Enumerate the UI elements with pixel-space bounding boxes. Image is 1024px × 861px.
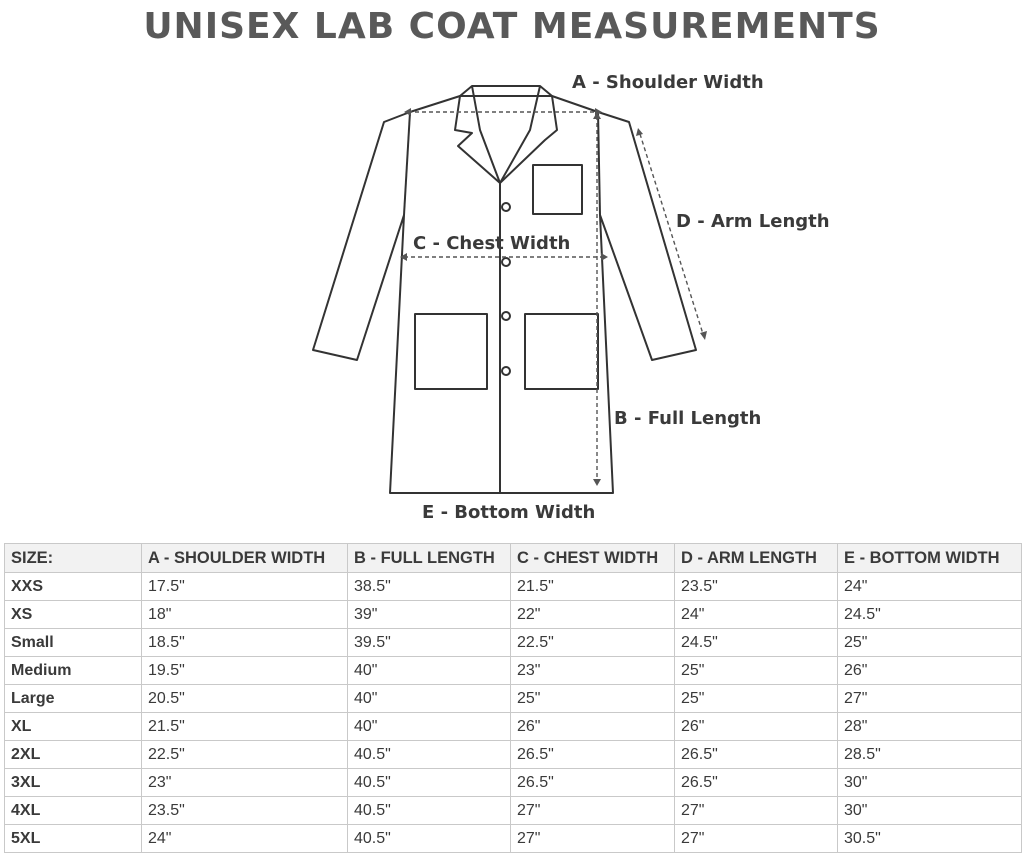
cell-full-length: 40.5" [348, 797, 511, 825]
breast-pocket [533, 165, 582, 214]
cell-arm-length: 27" [675, 825, 838, 853]
cell-full-length: 39" [348, 601, 511, 629]
cell-chest-width: 22.5" [511, 629, 675, 657]
cell-bottom-width: 26" [838, 657, 1022, 685]
cell-bottom-width: 28.5" [838, 741, 1022, 769]
page-title: UNISEX LAB COAT MEASUREMENTS [143, 6, 881, 47]
cell-full-length: 40" [348, 685, 511, 713]
cell-arm-length: 26.5" [675, 741, 838, 769]
cell-chest-width: 23" [511, 657, 675, 685]
cell-size: XL [5, 713, 142, 741]
table-row [5, 713, 1022, 741]
cell-size: Small [5, 629, 142, 657]
table-header-row [5, 544, 1022, 573]
cell-bottom-width: 30.5" [838, 825, 1022, 853]
right-pocket [525, 314, 598, 389]
cell-shoulder-width: 23" [142, 769, 348, 797]
button [502, 258, 510, 266]
cell-chest-width: 25" [511, 685, 675, 713]
column-header-arm-length: D - ARM LENGTH [675, 544, 838, 573]
cell-chest-width: 27" [511, 797, 675, 825]
arm-length-line [640, 134, 703, 334]
cell-arm-length: 27" [675, 797, 838, 825]
table-body [5, 573, 1022, 853]
arm-length-label: D - Arm Length [676, 211, 830, 232]
cell-chest-width: 22" [511, 601, 675, 629]
cell-full-length: 40.5" [348, 769, 511, 797]
measurements-table [4, 543, 1022, 853]
cell-full-length: 40" [348, 713, 511, 741]
cell-size: 5XL [5, 825, 142, 853]
cell-shoulder-width: 21.5" [142, 713, 348, 741]
column-header-bottom-width: E - BOTTOM WIDTH [838, 544, 1022, 573]
cell-shoulder-width: 17.5" [142, 573, 348, 601]
cell-arm-length: 24.5" [675, 629, 838, 657]
table-row [5, 685, 1022, 713]
shoulder-width-label: A - Shoulder Width [572, 72, 764, 93]
cell-chest-width: 26.5" [511, 769, 675, 797]
column-header-full-length: B - FULL LENGTH [348, 544, 511, 573]
cell-full-length: 40.5" [348, 825, 511, 853]
cell-full-length: 39.5" [348, 629, 511, 657]
cell-arm-length: 26.5" [675, 769, 838, 797]
cell-shoulder-width: 24" [142, 825, 348, 853]
cell-shoulder-width: 20.5" [142, 685, 348, 713]
cell-size: 4XL [5, 797, 142, 825]
cell-arm-length: 25" [675, 657, 838, 685]
cell-shoulder-width: 18" [142, 601, 348, 629]
cell-bottom-width: 24" [838, 573, 1022, 601]
cell-size: 3XL [5, 769, 142, 797]
column-header-chest-width: C - CHEST WIDTH [511, 544, 675, 573]
cell-size: 2XL [5, 741, 142, 769]
cell-chest-width: 21.5" [511, 573, 675, 601]
cell-bottom-width: 27" [838, 685, 1022, 713]
cell-shoulder-width: 22.5" [142, 741, 348, 769]
cell-bottom-width: 28" [838, 713, 1022, 741]
button [502, 312, 510, 320]
coat-collar [455, 86, 557, 183]
lab-coat-diagram [0, 60, 1024, 530]
coat-outline [313, 96, 696, 493]
cell-shoulder-width: 18.5" [142, 629, 348, 657]
cell-size: XXS [5, 573, 142, 601]
left-pocket [415, 314, 487, 389]
table-row [5, 657, 1022, 685]
table-row [5, 741, 1022, 769]
button [502, 203, 510, 211]
cell-bottom-width: 30" [838, 797, 1022, 825]
table-row [5, 573, 1022, 601]
cell-size: Medium [5, 657, 142, 685]
table-row [5, 769, 1022, 797]
cell-full-length: 38.5" [348, 573, 511, 601]
cell-arm-length: 24" [675, 601, 838, 629]
cell-shoulder-width: 23.5" [142, 797, 348, 825]
cell-chest-width: 26" [511, 713, 675, 741]
cell-chest-width: 27" [511, 825, 675, 853]
cell-bottom-width: 25" [838, 629, 1022, 657]
column-header-shoulder-width: A - SHOULDER WIDTH [142, 544, 348, 573]
cell-arm-length: 25" [675, 685, 838, 713]
cell-arm-length: 26" [675, 713, 838, 741]
table-row [5, 797, 1022, 825]
button [502, 367, 510, 375]
table-row [5, 825, 1022, 853]
cell-full-length: 40.5" [348, 741, 511, 769]
cell-bottom-width: 30" [838, 769, 1022, 797]
full-length-label: B - Full Length [614, 408, 762, 429]
chest-width-label: C - Chest Width [413, 233, 571, 254]
cell-chest-width: 26.5" [511, 741, 675, 769]
cell-size: XS [5, 601, 142, 629]
cell-bottom-width: 24.5" [838, 601, 1022, 629]
cell-size: Large [5, 685, 142, 713]
table-row [5, 601, 1022, 629]
table-row [5, 629, 1022, 657]
column-header-size: SIZE: [5, 544, 142, 573]
cell-arm-length: 23.5" [675, 573, 838, 601]
cell-full-length: 40" [348, 657, 511, 685]
bottom-width-label: E - Bottom Width [422, 502, 596, 523]
cell-shoulder-width: 19.5" [142, 657, 348, 685]
